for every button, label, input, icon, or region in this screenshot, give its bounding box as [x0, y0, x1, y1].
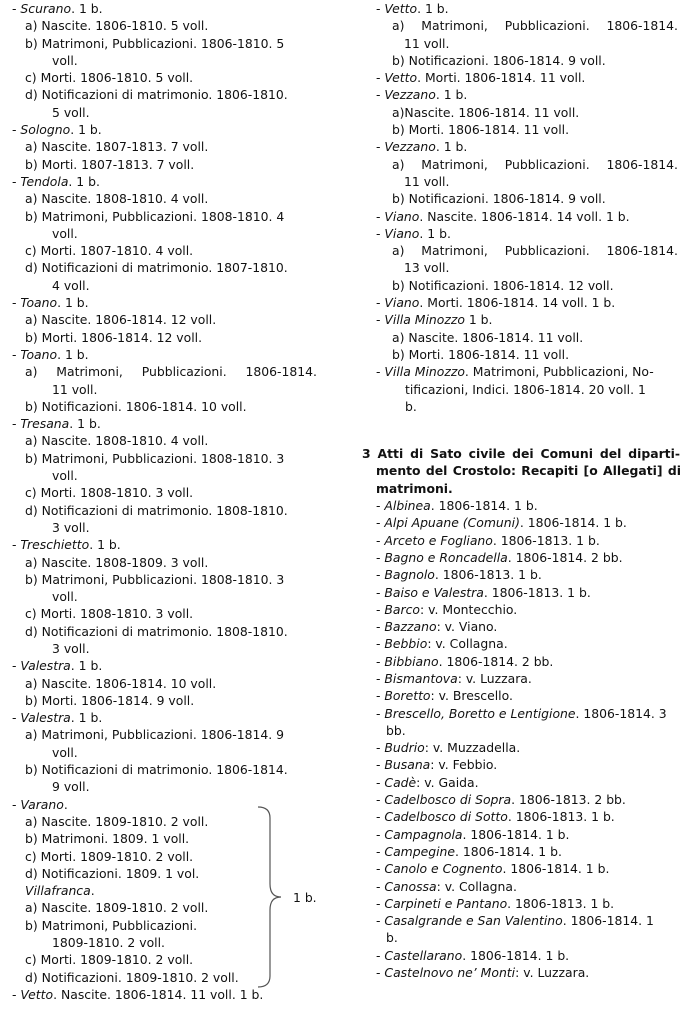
entry-detail: . 1806-1814. 1 b.: [455, 843, 562, 859]
sub-item: b) Notificazioni. 1806-1814. 9 voll.: [392, 191, 606, 207]
entry-name: Castelnovo ne’ Monti: [384, 965, 516, 981]
list-item: - Bebbio: v. Collagna.: [376, 636, 508, 652]
entry-varano: - Varano. a) Nascite. 1809-1810. 2 voll. b) Matrimoni. 1809. 1 voll. c) Morti. 1809-1810. 2 voll. d) Notificazioni. 1809. 1 vol.: [6, 796, 324, 882]
entry-name: Budrio: [384, 740, 425, 756]
entry-vetto: - Vetto. 1 b. a) Matrimoni, Pubblicazioni. 1806-1814. 11 voll. b) Notificazioni. 1806-1814. 9 voll.: [362, 0, 682, 69]
entry-cont: b.: [386, 930, 398, 946]
list-item: - Castellarano. 1806-1814. 1 b.: [376, 947, 570, 963]
entry-toano-2: - Toano. 1 b. a) Matrimoni, Pubblicazioni. 1806-1814. 11 voll. b) Notificazioni. 1806-1814. 10 voll.: [6, 346, 324, 415]
entry-name: Treschietto: [20, 537, 90, 553]
entry-name: Vetto: [20, 986, 54, 1002]
sub-item-cont: voll.: [52, 744, 78, 760]
sub-item: c) Morti. 1808-1810. 3 voll.: [25, 485, 194, 501]
entry-cont: bb.: [386, 722, 406, 738]
sub-item: a) Nascite. 1806-1810. 5 voll.: [25, 18, 209, 34]
list-item: - Cadè: v. Gaida.: [376, 774, 479, 790]
entry-name: Bagno e Roncadella: [384, 549, 508, 565]
sub-item-cont: voll.: [52, 589, 78, 605]
sub-item-cont: voll.: [52, 52, 78, 68]
entry-name: Toano: [20, 295, 58, 311]
sub-item-cont: 3 voll.: [52, 640, 90, 656]
entry-name: Villafranca: [25, 883, 91, 899]
sub-item: b) Matrimoni, Pubblicazioni. 1808-1810. 3: [25, 450, 285, 466]
entry-name: Vetto: [384, 70, 418, 86]
entry-cont: b.: [405, 398, 417, 414]
sub-item-cont: 11 voll.: [404, 35, 450, 51]
entry-name: Bebbio: [384, 636, 428, 652]
entry-name: Castellarano: [384, 947, 463, 963]
entry-scurano: - Scurano. 1 b. a) Nascite. 1806-1810. 5 voll. b) Matrimoni, Pubblicazioni. 1806-1810. 5 voll. c) Morti. 1806-1810. 5 voll. d) Notificazioni di matrimonio. 1806-1810. 5 voll.: [6, 0, 324, 121]
entry-detail: : v. Luzzara.: [515, 965, 590, 981]
list-item: - Cadelbosco di Sopra. 1806-1813. 2 bb.: [376, 792, 626, 808]
sub-item: c) Morti. 1807-1810. 4 voll.: [25, 243, 194, 259]
entry-toano-1: - Toano. 1 b. a) Nascite. 1806-1814. 12 voll. b) Morti. 1806-1814. 12 voll.: [6, 294, 324, 346]
entry-name: Casalgrande e San Valentino: [384, 913, 563, 929]
entry-name: Villa Minozzo: [384, 312, 465, 328]
entry-viano-nascite: - Viano. Nascite. 1806-1814. 14 voll. 1 b.: [376, 208, 630, 224]
sub-item-cont: 11 voll.: [52, 381, 98, 397]
entry-detail: : v. Montecchio.: [420, 601, 518, 617]
sub-item: d) Notificazioni di matrimonio. 1807-1810.: [25, 260, 288, 276]
entry-name: Baiso e Valestra: [384, 584, 484, 600]
sub-item: d) Notificazioni di matrimonio. 1806-1810.: [25, 87, 288, 103]
sub-item: d) Notificazioni di matrimonio. 1808-1810.: [25, 502, 288, 518]
entry-name: Canossa: [384, 878, 437, 894]
sub-item: c) Morti. 1808-1810. 3 voll.: [25, 606, 194, 622]
sub-item: b) Notificazioni. 1806-1814. 12 voll.: [392, 277, 614, 293]
sub-item: a) Nascite. 1806-1814. 11 voll.: [392, 329, 584, 345]
entry-name: Vetto: [384, 1, 418, 16]
heading-line: matrimoni.: [376, 480, 453, 496]
entry-name: Varano: [20, 796, 64, 812]
entry-name: Albinea: [384, 498, 431, 514]
entry-name: Sologno: [20, 122, 71, 138]
entry-name: Vezzano: [384, 139, 436, 155]
entry-name: Busana: [384, 757, 431, 773]
entry-name: Brescello, Boretto e Lentigione: [384, 705, 576, 721]
entry-name: Viano: [384, 225, 420, 241]
list-item: - Carpineti e Pantano. 1806-1813. 1 b.: [376, 895, 615, 911]
list-item: - Budrio: v. Muzzadella.: [376, 740, 521, 756]
entry-name: Barco: [384, 601, 421, 617]
entry-villa-minozzo-2: - Villa Minozzo. Matrimoni, Pubblicazioni, No- tificazioni, Indici. 1806-1814. 20 voll. 1 b.: [362, 363, 682, 415]
list-item: - Bismantova: v. Luzzara.: [376, 670, 532, 686]
sub-item-cont: 13 voll.: [404, 260, 450, 276]
entry-detail: : v. Gaida.: [416, 774, 479, 790]
entry-name: Bagnolo: [384, 567, 435, 583]
list-item: - Boretto: v. Brescello.: [376, 688, 513, 704]
entry-name: Cadelbosco di Sopra: [384, 792, 512, 808]
entry-detail: . 1806-1814. 1 b.: [519, 515, 627, 531]
sub-item: b) Morti. 1807-1813. 7 voll.: [25, 156, 195, 172]
entry-detail: : v. Febbio.: [430, 757, 498, 773]
entry-detail: . 1806-1813. 1 b.: [507, 809, 615, 825]
curly-brace: [257, 806, 283, 988]
list-item: - Castelnovo ne’ Monti: v. Luzzara.: [376, 965, 590, 981]
entry-villafranca: Villafranca. a) Nascite. 1809-1810. 2 voll. b) Matrimoni, Pubblicazioni. 1809-1810. 2 voll. c) Morti. 1809-1810. 2 voll. d) Notificazioni. 1809-1810. 2 voll.: [6, 882, 324, 986]
entry-vezzano-2: - Vezzano. 1 b. a) Matrimoni, Pubblicazioni. 1806-1814. 11 voll. b) Notificazioni. 1806-1814. 9 voll.: [362, 138, 682, 207]
entry-name: Tendola: [20, 173, 69, 189]
sub-item: a) Nascite. 1808-1810. 4 voll.: [25, 191, 209, 207]
list-item: - Bagno e Roncadella. 1806-1814. 2 bb.: [376, 549, 623, 565]
sub-item: c) Morti. 1809-1810. 2 voll.: [25, 952, 194, 968]
sub-item-cont: 1809-1810. 2 voll.: [52, 935, 165, 951]
entry-valestra-1: - Valestra. 1 b. a) Nascite. 1806-1814. 10 voll. b) Morti. 1806-1814. 9 voll.: [6, 657, 324, 709]
entry-detail: . 1806-1813. 2 bb.: [511, 792, 626, 808]
entry-detail: : v. Collagna.: [436, 878, 517, 894]
entry-name: Vezzano: [384, 87, 436, 103]
list-item: - Bibbiano. 1806-1814. 2 bb.: [376, 653, 554, 669]
entry-name: Villa Minozzo: [384, 364, 465, 380]
list-item: - Campegine. 1806-1814. 1 b.: [376, 843, 562, 859]
entry-cont: tificazioni, Indici. 1806-1814. 20 voll. 1: [405, 381, 646, 397]
sub-item-cont: voll.: [52, 225, 78, 241]
section-3-list: [362, 497, 682, 981]
sub-item: b) Morti. 1806-1814. 9 voll.: [25, 692, 195, 708]
sub-item: a)Nascite. 1806-1814. 11 voll.: [392, 104, 580, 120]
entry-detail: . 1806-1813. 1 b.: [492, 532, 600, 548]
entry-name: Cadè: [384, 774, 417, 790]
entry-detail: . 1806-1813. 1 b.: [507, 895, 615, 911]
sub-item: b) Notificazioni. 1806-1814. 10 voll.: [25, 398, 247, 414]
entry-detail: . 1806-1814. 2 bb.: [507, 549, 623, 565]
entry-name: Bibbiano: [384, 653, 439, 669]
entry-name: Boretto: [384, 688, 431, 704]
entry-detail: . 1806-1814. 1 b.: [430, 498, 538, 514]
entry-name: Bismantova: [384, 670, 458, 686]
sub-item: a) Nascite. 1808-1810. 4 voll.: [25, 433, 209, 449]
entry-villa-minozzo: - Villa Minozzo 1 b. a) Nascite. 1806-1814. 11 voll. b) Morti. 1806-1814. 11 voll.: [362, 311, 682, 363]
list-item: - Canolo e Cognento. 1806-1814. 1 b.: [376, 861, 610, 877]
entry-viano-morti: - Viano. Morti. 1806-1814. 14 voll. 1 b.: [376, 295, 616, 311]
entry-treschietto: - Treschietto. 1 b. a) Nascite. 1808-1809. 3 voll. b) Matrimoni, Pubblicazioni. 1808-1810. 3 voll. c) Morti. 1808-1810. 3 voll. d) Notificazioni di matrimonio. 1808-1810. 3 voll.: [6, 536, 324, 657]
list-item: - Canossa: v. Collagna.: [376, 878, 517, 894]
entry-name: Toano: [20, 346, 58, 362]
sub-item: a) Matrimoni, Pubblicazioni. 1806-1814.: [392, 243, 678, 259]
entry-name: Valestra: [20, 658, 71, 674]
entry-vezzano-1: - Vezzano. 1 b. a)Nascite. 1806-1814. 11 voll. b) Morti. 1806-1814. 11 voll.: [362, 86, 682, 138]
entry-name: Canolo e Cognento: [384, 861, 503, 877]
entry-name: Arceto e Fogliano: [384, 532, 493, 548]
list-item: - Alpi Apuane (Comuni). 1806-1814. 1 b.: [376, 515, 627, 531]
sub-item: a) Matrimoni, Pubblicazioni. 1806-1814.: [25, 364, 317, 380]
entry-valestra-2: - Valestra. 1 b. a) Matrimoni, Pubblicazioni. 1806-1814. 9 voll. b) Notificazioni di matrimonio. 1806-1814. 9 voll.: [6, 709, 324, 795]
sub-item: b) Matrimoni, Pubblicazioni. 1808-1810. 4: [25, 208, 285, 224]
entry-name: Valestra: [20, 710, 71, 726]
entry-name: Viano: [384, 295, 420, 311]
entry-detail: . 1806-1814. 2 bb.: [438, 653, 554, 669]
sub-item: b) Matrimoni, Pubblicazioni. 1806-1810. 5: [25, 35, 285, 51]
sub-item: b) Morti. 1806-1814. 11 voll.: [392, 346, 570, 362]
entry-detail: . 1806-1814. 1: [562, 913, 654, 929]
sub-item-cont: 9 voll.: [52, 779, 90, 795]
entry-name: Scurano: [20, 1, 72, 16]
sub-item-cont: 3 voll.: [52, 519, 90, 535]
entry-vetto-nascite: - Vetto. Nascite. 1806-1814. 11 voll. 1 b.: [12, 986, 264, 1002]
entry-name: Tresana: [20, 416, 70, 432]
list-item: - Albinea. 1806-1814. 1 b.: [376, 498, 538, 514]
list-item: - Casalgrande e San Valentino. 1806-1814. 1 b.: [362, 912, 682, 947]
sub-item: a) Nascite. 1809-1810. 2 voll.: [25, 813, 209, 829]
entry-vetto-morti: - Vetto. Morti. 1806-1814. 11 voll.: [376, 70, 586, 86]
entry-detail: . 1806-1814. 1 b.: [502, 861, 610, 877]
entry-tendola: - Tendola. 1 b. a) Nascite. 1808-1810. 4 voll. b) Matrimoni, Pubblicazioni. 1808-1810. 4 voll. c) Morti. 1807-1810. 4 voll. d) Notificazioni di matrimonio. 1807-1810. 4 voll.: [6, 173, 324, 294]
sub-item: c) Morti. 1809-1810. 2 voll.: [25, 848, 194, 864]
sub-item-cont: voll.: [52, 468, 78, 484]
sub-item-cont: 11 voll.: [404, 173, 450, 189]
section-3-heading: [362, 445, 682, 497]
entry-detail: . 1806-1813. 1 b.: [434, 567, 542, 583]
list-item: - Campagnola. 1806-1814. 1 b.: [376, 826, 570, 842]
sub-item: a) Nascite. 1807-1813. 7 voll.: [25, 139, 209, 155]
sub-item-cont: 5 voll.: [52, 104, 90, 120]
entry-detail: : v. Brescello.: [430, 688, 513, 704]
sub-item-cont: 4 voll.: [52, 277, 90, 293]
sub-item: c) Morti. 1806-1810. 5 voll.: [25, 70, 194, 86]
entry-name: Viano: [384, 208, 420, 224]
list-item: - Brescello, Boretto e Lentigione. 1806-1814. 3 bb.: [362, 705, 682, 740]
sub-item: d) Notificazioni di matrimonio. 1808-1810.: [25, 623, 288, 639]
entry-detail: . 1806-1813. 1 b.: [483, 584, 591, 600]
entry-detail: : v. Collagna.: [427, 636, 508, 652]
entry-tresana: - Tresana. 1 b. a) Nascite. 1808-1810. 4 voll. b) Matrimoni, Pubblicazioni. 1808-1810. 3 voll. c) Morti. 1808-1810. 3 voll. d) Notificazioni di matrimonio. 1808-1810. 3 voll.: [6, 415, 324, 536]
list-item: - Barco: v. Montecchio.: [376, 601, 518, 617]
heading-line: mento del Crostolo: Recapiti [o Allegati] di: [376, 463, 681, 479]
sub-item: a) Matrimoni, Pubblicazioni. 1806-1814.: [392, 156, 678, 172]
right-column: [362, 0, 682, 981]
entry-viano: - Viano. 1 b. a) Matrimoni, Pubblicazioni. 1806-1814. 13 voll. b) Notificazioni. 1806-1814. 12 voll.: [362, 225, 682, 294]
entry-detail: : v. Muzzadella.: [424, 740, 521, 756]
sub-item: b) Matrimoni, Pubblicazioni.: [25, 917, 198, 933]
list-item: - Bagnolo. 1806-1813. 1 b.: [376, 567, 542, 583]
entry-sologno: - Sologno. 1 b. a) Nascite. 1807-1813. 7 voll. b) Morti. 1807-1813. 7 voll.: [6, 121, 324, 173]
sub-item: b) Notificazioni di matrimonio. 1806-1814.: [25, 762, 288, 778]
sub-item: a) Nascite. 1809-1810. 2 voll.: [25, 900, 209, 916]
entry-name: Alpi Apuane (Comuni): [384, 515, 520, 531]
entry-detail: . 1806-1814. 3: [575, 705, 667, 721]
sub-item: a) Nascite. 1808-1809. 3 voll.: [25, 554, 209, 570]
entry-name: Campegine: [384, 843, 456, 859]
sub-item: d) Notificazioni. 1809. 1 vol.: [25, 865, 200, 881]
sub-item: b) Notificazioni. 1806-1814. 9 voll.: [392, 52, 606, 68]
sub-item: b) Matrimoni. 1809. 1 voll.: [25, 831, 190, 847]
list-item: - Busana: v. Febbio.: [376, 757, 498, 773]
heading-line: 3 Atti di Sato civile dei Comuni del diparti-: [362, 446, 680, 462]
entry-detail: . 1806-1814. 1 b.: [462, 947, 570, 963]
list-item: - Arceto e Fogliano. 1806-1813. 1 b.: [376, 532, 600, 548]
sub-item: b) Morti. 1806-1814. 12 voll.: [25, 329, 203, 345]
entry-detail: : v. Luzzara.: [457, 670, 532, 686]
list-item: - Bazzano: v. Viano.: [376, 619, 498, 635]
list-item: - Baiso e Valestra. 1806-1813. 1 b.: [376, 584, 591, 600]
entry-detail: . 1806-1814. 1 b.: [462, 826, 570, 842]
sub-item: a) Nascite. 1806-1814. 12 voll.: [25, 312, 217, 328]
entry-detail: : v. Viano.: [436, 619, 498, 635]
sub-item: a) Nascite. 1806-1814. 10 voll.: [25, 675, 217, 691]
entry-name: Carpineti e Pantano: [384, 895, 508, 911]
sub-item: a) Matrimoni, Pubblicazioni. 1806-1814.: [392, 18, 678, 34]
brace-label: 1 b.: [293, 890, 317, 905]
sub-item: a) Matrimoni, Pubblicazioni. 1806-1814. 9: [25, 727, 284, 743]
sub-item: d) Notificazioni. 1809-1810. 2 voll.: [25, 969, 239, 985]
sub-item: b) Morti. 1806-1814. 11 voll.: [392, 122, 570, 138]
entry-name: Campagnola: [384, 826, 463, 842]
entry-name: Cadelbosco di Sotto: [384, 809, 508, 825]
entry-name: Bazzano: [384, 619, 437, 635]
sub-item: b) Matrimoni, Pubblicazioni. 1808-1810. 3: [25, 571, 285, 587]
list-item: - Cadelbosco di Sotto. 1806-1813. 1 b.: [376, 809, 615, 825]
